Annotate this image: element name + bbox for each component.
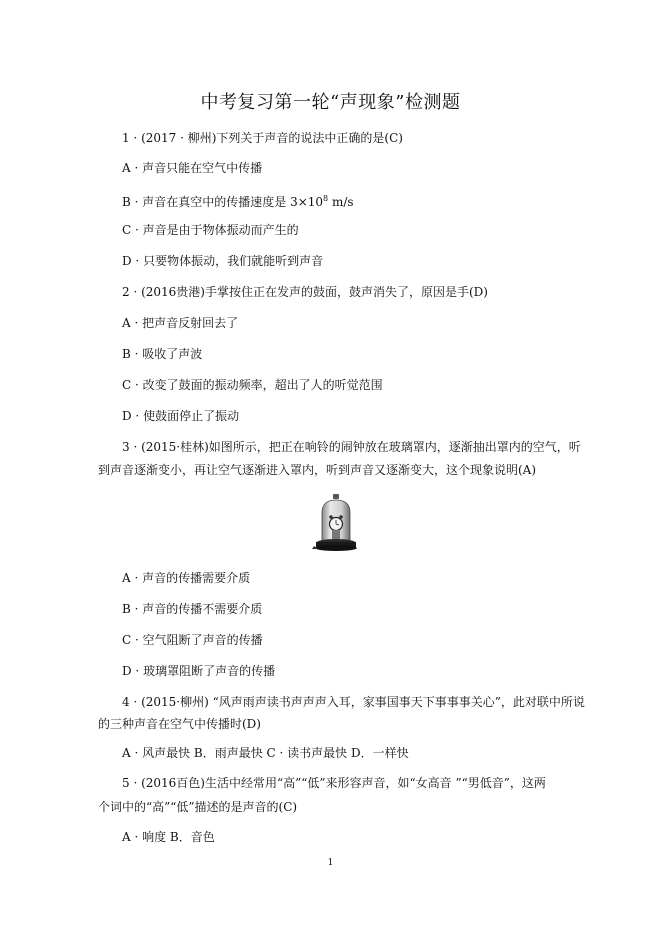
question-3-stem-line1: 3 · (2015·桂林)如图所示，把正在响铃的闹钟放在玻璃罩内，逐渐抽出罩内的空气，听 [122, 440, 581, 454]
question-5-stem-line1: 5 · (2016百色)生活中经常用“高”“低”来形容声音，如“女高音 ”“男低音”，这两 [122, 776, 546, 790]
question-4-stem-line2: 的三种声音在空气中传播时(D) [98, 717, 261, 731]
q3-option-c: C · 空气阻断了声音的传播 [122, 633, 263, 647]
page-number: 1 [327, 858, 334, 868]
q2-option-b: B · 吸收了声波 [122, 347, 203, 361]
question-2-stem: 2 · (2016贵港)手掌按住正在发声的鼓面，鼓声消失了，原因是手(D) [122, 285, 488, 299]
q4-options: A · 风声最快 B．雨声最快 C · 读书声最快 D．一样快 [122, 746, 409, 760]
q3-option-d: D · 玻璃罩阻断了声音的传播 [122, 664, 276, 678]
q3-option-b: B · 声音的传播不需要介质 [122, 602, 263, 616]
q2-option-d: D · 使鼓面停止了振动 [122, 409, 240, 423]
question-4-stem-line1: 4 · (2015·柳州) “风声雨声读书声声声入耳，家事国事天下事事事关心”，此对联中所说 [122, 695, 585, 709]
q1-option-d: D · 只要物体振动，我们就能听到声音 [122, 254, 324, 268]
q1-option-a: A · 声音只能在空气中传播 [122, 161, 263, 175]
question-1-stem: 1 · (2017 · 柳州)下列关于声音的说法中正确的是(C) [122, 131, 403, 145]
q2-option-c: C · 改变了鼓面的振动频率，超出了人的听觉范围 [122, 378, 383, 392]
q1-option-b: B · 声音在真空中的传播速度是 $3\times 10^8$ m/s [122, 194, 354, 209]
bell-jar-alarm-clock-image [310, 493, 362, 557]
q2-option-a: A · 把声音反射回去了 [122, 316, 239, 330]
page-title: 中考复习第一轮“声现象”检测题 [200, 92, 461, 113]
question-5-stem-line2: 个词中的“高”“低”描述的是声音的(C) [98, 800, 298, 814]
q3-option-a: A · 声音的传播需要介质 [122, 571, 251, 585]
q1-option-c: C · 声音是由于物体振动而产生的 [122, 223, 299, 237]
q5-options: A · 响度 B．音色 [122, 830, 215, 844]
question-3-stem-line2: 到声音逐渐变小，再让空气逐渐进入罩内，听到声音又逐渐变大，这个现象说明(A) [98, 463, 537, 477]
